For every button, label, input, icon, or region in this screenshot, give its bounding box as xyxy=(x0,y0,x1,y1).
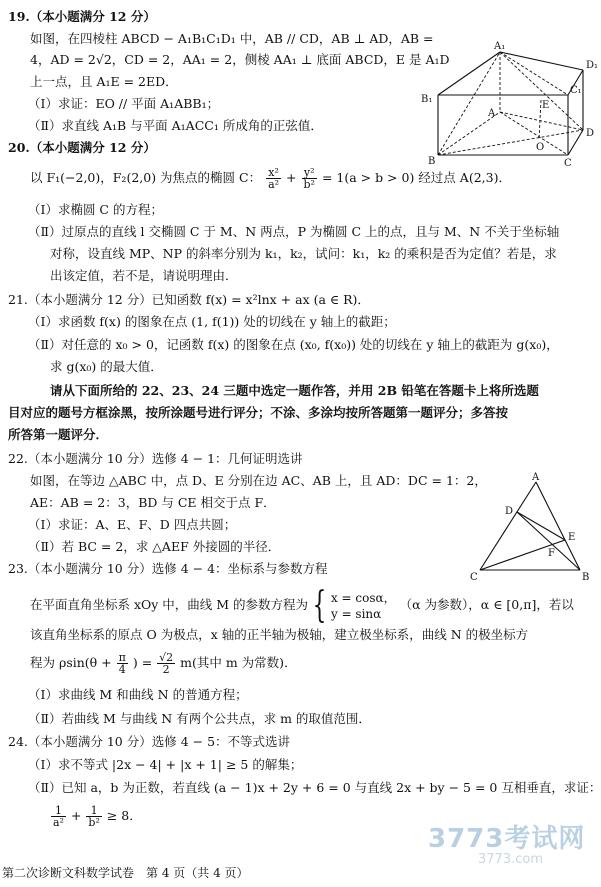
q23-text-line2: 该直角坐标系的原点 O 为极点，x 轴的正半轴为极轴，建立极坐标系，曲线 N 的极坐标方 xyxy=(30,627,529,642)
label-C: C xyxy=(470,572,478,583)
q21-part2-line2: 求 g(x₀) 的最大值． xyxy=(50,359,163,374)
fraction-pi-4 xyxy=(117,652,128,675)
label-A: A xyxy=(488,108,496,119)
label-B: B xyxy=(428,156,436,167)
q24-heading: 24.（本小题满分 10 分）选修 4 − 5：不等式选讲 xyxy=(8,734,291,749)
q20-part2-line3: 出该定值，若不是，请说明理由． xyxy=(50,268,238,283)
fraction-y2-b2 xyxy=(302,167,317,190)
frac-num: π xyxy=(118,651,126,664)
notice-line1: 请从下面所给的 22、23、24 三题中选定一题作答，并用 2B 铅笔在答题卡上将所选题 xyxy=(50,383,539,398)
prism-hidden-edge xyxy=(438,52,500,155)
label-B1: B₁ xyxy=(421,94,433,105)
q22-text-line2: AE：AB = 2：3，BD 与 CE 相交于点 F． xyxy=(30,495,276,510)
inequality-tail: ≥ 8． xyxy=(106,808,142,823)
label-F: F xyxy=(548,548,555,559)
label-O: O xyxy=(536,142,545,153)
q20-part2-line1: （Ⅱ）过原点的直线 l 交椭圆 C 于 M、N 两点，P 为椭圆 C 上的点，且与 M、N 不关于坐标轴 xyxy=(28,224,560,239)
label-C: C xyxy=(564,158,572,169)
prism-edge xyxy=(438,52,500,95)
q20-text-a: 以 F₁(−2,0)，F₂(2,0) 为焦点的椭圆 C： xyxy=(30,170,262,185)
q23-text-line1 xyxy=(30,584,574,626)
label-E: E xyxy=(542,100,550,111)
q19-part1: （Ⅰ）求证：EO // 平面 A₁ABB₁； xyxy=(28,96,220,111)
q22-heading: 22.（本小题满分 10 分）选修 4 − 1：几何证明选讲 xyxy=(8,451,303,466)
q23-text-b: （α 为参数），α ∈ [0,π]，若以 xyxy=(399,597,574,612)
fraction-1-a2 xyxy=(51,805,66,828)
left-brace: { xyxy=(312,584,327,626)
watermark-url: 3773.com xyxy=(478,852,543,867)
system-row2: y = sinα xyxy=(330,606,382,621)
frac-den: 4 xyxy=(118,663,126,676)
q19-text-line1: 如图，在四棱柱 ABCD − A₁B₁C₁D₁ 中，AB // CD，AB ⊥ AD，AB = xyxy=(30,31,434,46)
label-B: B xyxy=(582,572,590,583)
q21-part2-line1: （Ⅱ）对任意的 x₀ > 0，记函数 f(x) 的图象在点 (x₀, f(x₀)) 处的切线在 y 轴上的截距为 g(x₀)， xyxy=(28,337,559,352)
triangle-side xyxy=(480,482,536,570)
q24-part2: （Ⅱ）已知 a，b 为正数，若直线 (a − 1)x + 2y + 6 = 0 与直线 2x + by − 5 = 0 互相垂直，求证： xyxy=(28,780,601,795)
q22-text-line1: 如图，在等边 △ABC 中，点 D、E 分别在边 AC、AB 上，且 AD：DC = 1：2， xyxy=(30,473,487,488)
fraction-1-b2 xyxy=(86,805,101,828)
q24-inequality xyxy=(50,801,142,831)
parametric-system xyxy=(331,590,396,622)
q23-text-e: m(其中 m 为常数)． xyxy=(180,655,297,670)
q23-part1: （Ⅰ）求曲线 M 和曲线 N 的普通方程； xyxy=(28,687,248,702)
page-footer: 第二次诊断文科数学试卷 第 4 页（共 4 页） xyxy=(2,866,249,880)
prism-hidden-edge xyxy=(539,100,541,140)
label-A1: A₁ xyxy=(494,41,506,52)
q24-part1: （Ⅰ）求不等式 |2x − 4| + |x + 1| ≥ 5 的解集； xyxy=(28,757,303,772)
q21-heading: 21.（本小题满分 12 分）已知函数 f(x) = x²lnx + ax (a ∈ R)． xyxy=(8,292,370,307)
q23-text-a: 在平面直角坐标系 xOy 中，曲线 M 的参数方程为 xyxy=(30,597,309,612)
plus-sign: + xyxy=(70,808,82,823)
prism-edge xyxy=(500,52,583,70)
frac-den: b² xyxy=(303,178,315,191)
triangle-figure xyxy=(468,470,594,582)
label-E: E xyxy=(568,532,576,543)
frac-den: a² xyxy=(53,816,64,829)
frac-num: √2 xyxy=(159,651,174,664)
frac-den: a² xyxy=(268,178,280,191)
label-C1: C₁ xyxy=(570,85,582,96)
q20-heading: 20.（本小题满分 12 分） xyxy=(8,140,156,155)
q19-part2: （Ⅱ）求直线 A₁B 与平面 A₁ACC₁ 所成角的正弦值． xyxy=(28,118,323,133)
q23-part2: （Ⅱ）若曲线 M 与曲线 N 有两个公共点，求 m 的取值范围． xyxy=(28,711,371,726)
q20-part2-line2: 对称，设直线 MP、NP 的斜率分别为 k₁，k₂，试问：k₁，k₂ 的乘积是否为定值？若是，求 xyxy=(50,246,557,261)
q19-heading: 19.（本小题满分 12 分） xyxy=(8,9,156,24)
prism-figure xyxy=(418,40,599,169)
frac-num: x² xyxy=(266,167,281,179)
q22-part2: （Ⅱ）若 BC = 2，求 △AEF 外接圆的半径． xyxy=(28,539,281,554)
q21-part1: （Ⅰ）求函数 f(x) 的图象在点 (1, f(1)) 处的切线在 y 轴上的截距； xyxy=(28,314,396,329)
fraction-root2-2 xyxy=(157,652,175,675)
frac-num: 1 xyxy=(86,805,101,817)
q22-part1: （Ⅰ）求证：A、E、F、D 四点共圆； xyxy=(28,517,237,532)
notice-line2: 目对应的题号方框涂黑，按所涂题号进行评分；不涂、多涂均按所答题第一题评分；多答按 xyxy=(8,405,509,420)
q23-text-c: 程为 ρsin(θ + xyxy=(30,655,112,670)
plus-sign: + xyxy=(286,170,297,185)
q19-text-line2: 4，AD = 2√2，CD = 2，AA₁ = 2，侧棱 AA₁ ⊥ 底面 ABCD，E 是 A₁D xyxy=(30,52,450,67)
fraction-x2-a2 xyxy=(266,167,281,190)
q23-heading: 23.（本小题满分 10 分）选修 4 − 4：坐标系与参数方程 xyxy=(8,561,328,576)
watermark-logo: 3773考试网 xyxy=(428,824,586,854)
prism-edge xyxy=(568,130,583,155)
label-D1: D₁ xyxy=(586,60,599,71)
label-D: D xyxy=(505,506,514,517)
label-A: A xyxy=(532,472,540,483)
label-D: D xyxy=(586,128,595,139)
q23-text-line3 xyxy=(30,648,297,678)
triangle-side xyxy=(536,482,580,570)
q19-text-line3: 上一点，且 A₁E = 2ED． xyxy=(30,74,178,89)
q20-part1: （Ⅰ）求椭圆 C 的方程； xyxy=(28,202,163,217)
prism-hidden-edge xyxy=(500,112,568,155)
notice-line3: 所答第一题评分． xyxy=(8,427,109,442)
prism-hidden-edge xyxy=(500,52,568,95)
system-row1: x = cosα， xyxy=(330,590,396,605)
q23-text-d: ) = xyxy=(132,655,153,670)
q20-text-line1 xyxy=(30,164,511,192)
frac-den: 2 xyxy=(162,663,170,676)
q20-text-b: = 1(a > b > 0) 经过点 A(2,3)． xyxy=(321,170,511,185)
frac-num: 1 xyxy=(51,805,66,817)
frac-num: y² xyxy=(302,167,317,179)
prism-hidden-edge xyxy=(500,112,583,130)
frac-den: b² xyxy=(88,816,100,829)
